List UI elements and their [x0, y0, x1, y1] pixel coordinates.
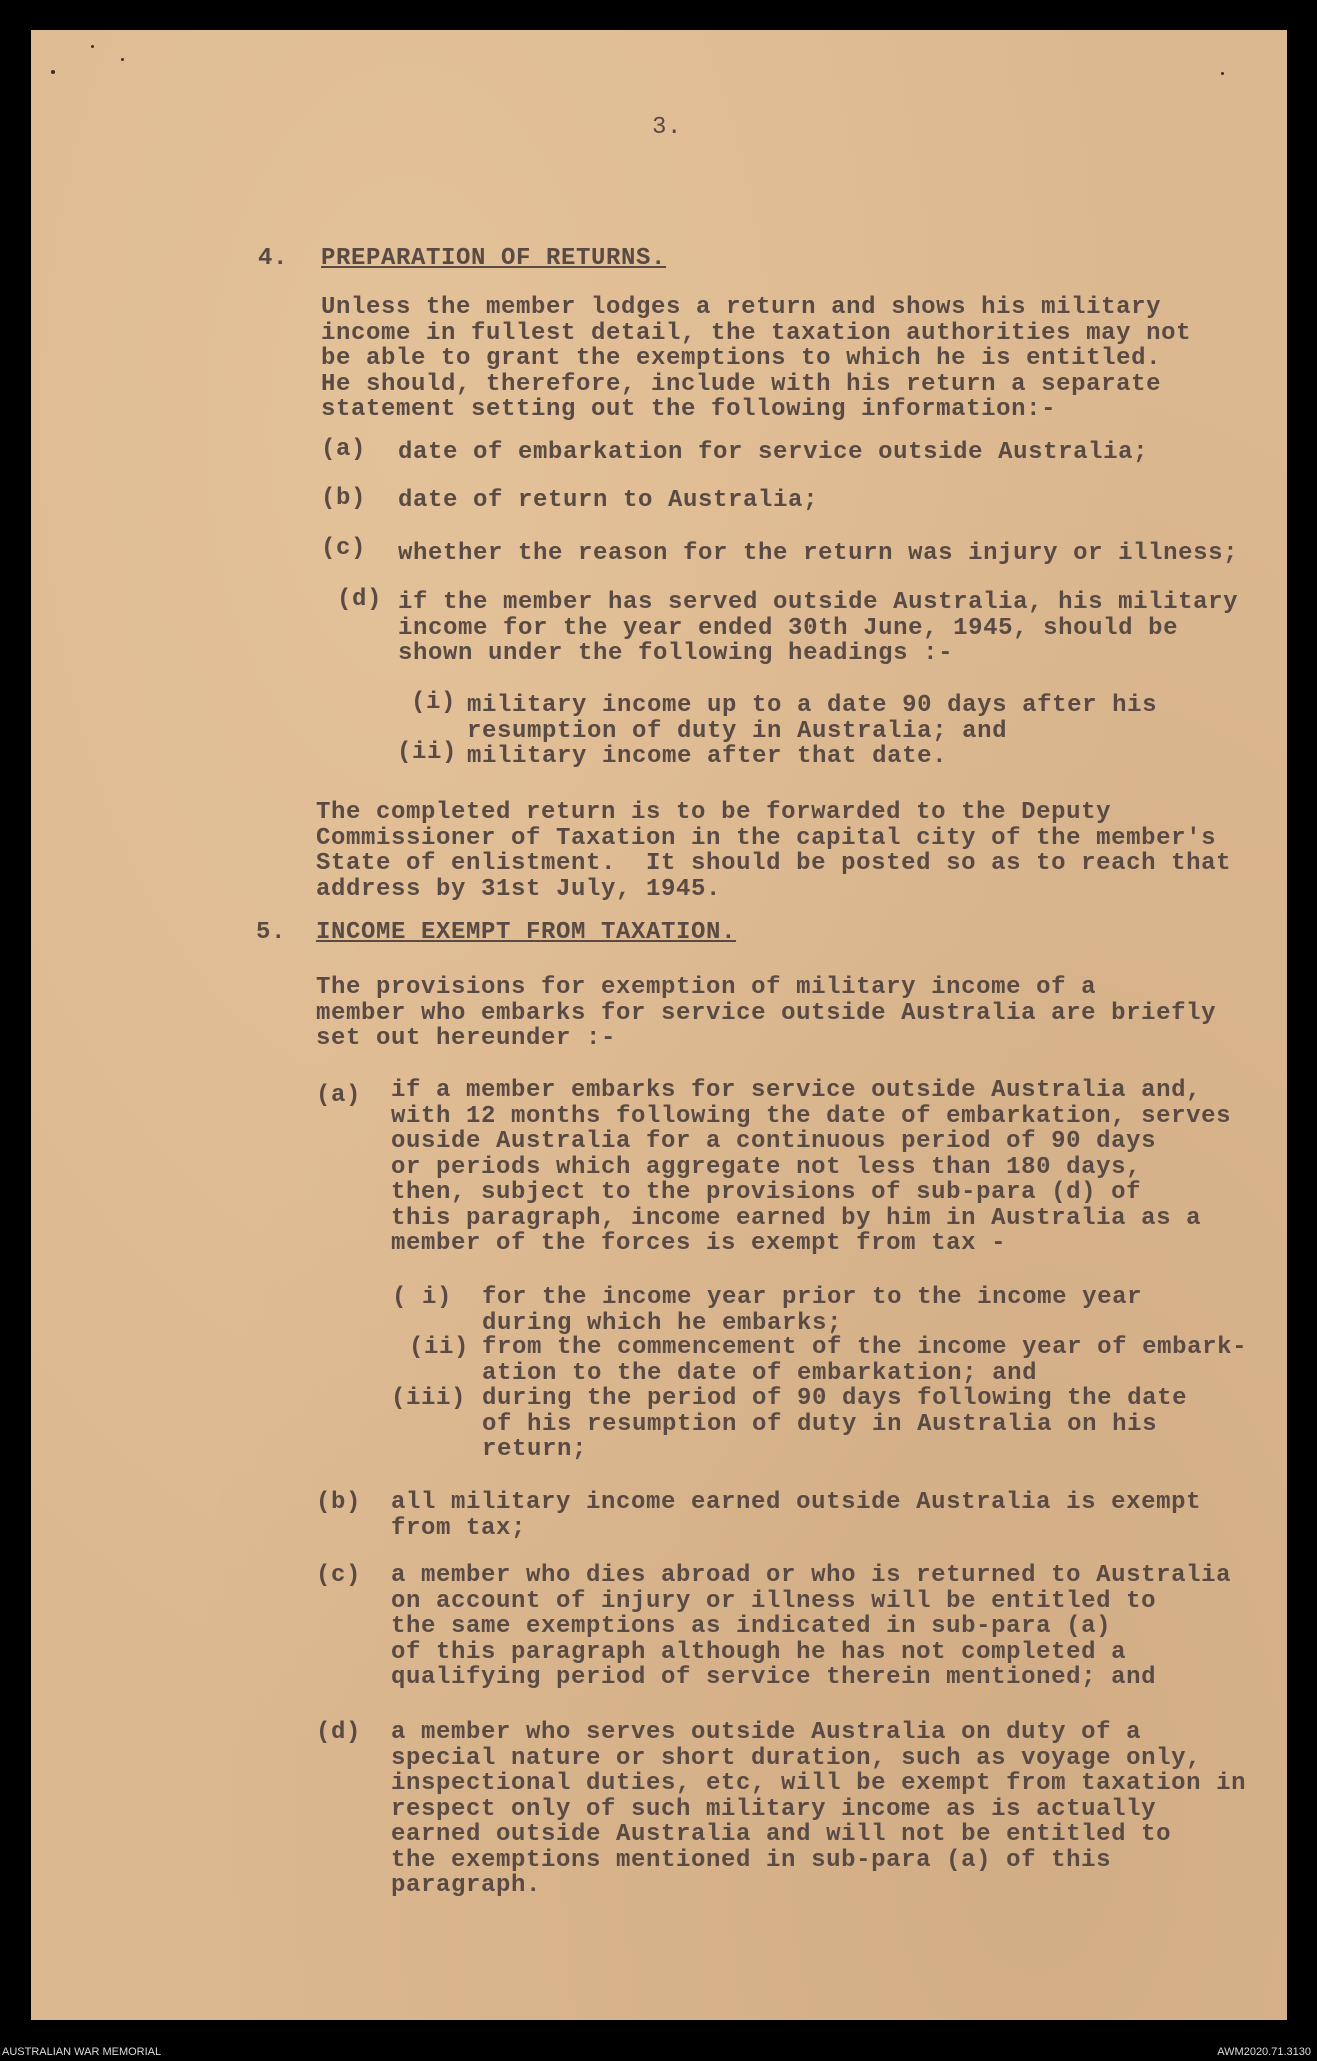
subitem-text: military income after that date. [467, 743, 948, 770]
subitem-text: during the period of 90 days following the date of his resumption of duty in Australia on his return; [482, 1385, 1188, 1463]
item-label: (d) [316, 1719, 362, 1746]
footer-id: AWM2020.71.3130 [1217, 2046, 1311, 2058]
item-label: (d) [337, 586, 383, 613]
section-4-intro: Unless the member lodges a return and shows his military income in fullest detail, the taxation authorities may not be able to grant the exemptions to which he is entitled. He should, therefore, include with his return a separate statement setting out the following information:- [321, 294, 1192, 423]
section-5-heading: INCOME EXEMPT FROM TAXATION. [316, 919, 737, 946]
document-page [31, 30, 1287, 2020]
section-4-number: 4. [258, 245, 289, 272]
item-label: (a) [316, 1082, 362, 1109]
section-4-heading: PREPARATION OF RETURNS. [321, 245, 667, 272]
item-text: whether the reason for the return was injury or illness; [398, 540, 1239, 567]
item-text: a member who dies abroad or who is returned to Australia on account of injury or illness will be entitled to the same exemptions as indicated in sub-para (a) of this paragraph although he has not completed a qualifying period of service therein mentioned; and [391, 1562, 1232, 1691]
page-number: 3. [652, 114, 683, 141]
item-text: all military income earned outside Australia is exempt from tax; [391, 1489, 1202, 1542]
item-text: date of return to Australia; [398, 487, 819, 514]
section-4-closing: The completed return is to be forwarded to the Deputy Commissioner of Taxation in the capital city of the member's State of enlistment. It should be posted so as to reach that address by 31st July, 1945. [316, 799, 1232, 903]
ink-spot [121, 58, 124, 61]
subitem-text: for the income year prior to the income year during which he embarks; [482, 1284, 1143, 1337]
item-label: (b) [321, 485, 367, 512]
ink-spot [1221, 72, 1224, 75]
section-5-number: 5. [256, 919, 287, 946]
subitem-label: ( i) [392, 1284, 453, 1311]
ink-spot [51, 70, 55, 74]
item-label: (c) [316, 1562, 362, 1589]
item-text: date of embarkation for service outside Australia; [398, 439, 1149, 466]
item-text: a member who serves outside Australia on duty of a special nature or short duration, such as voyage only, inspectional duties, etc, will be exempt from taxation in respect only of such military income as is actually earned outside Australia and will not be entitled to the exemptions mentioned in sub-para (a) of this paragraph. [391, 1719, 1247, 1899]
ink-spot [91, 45, 94, 48]
subitem-label: (ii) [409, 1334, 470, 1361]
item-text: if a member embarks for service outside Australia and, with 12 months following the date of embarkation, serves ouside Australia for a continuous period of 90 days or periods which aggregate not less than 180 days, then, subject to the provisions of sub-para (d) of this paragraph, income earned by him in Australia as a member of the forces is exempt from tax - [391, 1077, 1232, 1257]
subitem-text: military income up to a date 90 days after his resumption of duty in Australia; and [467, 692, 1158, 745]
footer-source: AUSTRALIAN WAR MEMORIAL [2, 2046, 162, 2058]
item-label: (b) [316, 1489, 362, 1516]
item-label: (c) [321, 535, 367, 562]
section-5-intro: The provisions for exemption of military income of a member who embarks for service outside Australia are briefly set out hereunder :- [316, 974, 1217, 1052]
subitem-label: (ii) [397, 739, 458, 766]
subitem-text: from the commencement of the income year of embark- ation to the date of embarkation; and [482, 1334, 1248, 1387]
item-text: if the member has served outside Australia, his military income for the year ended 30th June, 1945, should be shown under the following headings :- [398, 589, 1239, 667]
subitem-label: (i) [411, 689, 457, 716]
item-label: (a) [321, 436, 367, 463]
subitem-label: (iii) [391, 1385, 467, 1412]
